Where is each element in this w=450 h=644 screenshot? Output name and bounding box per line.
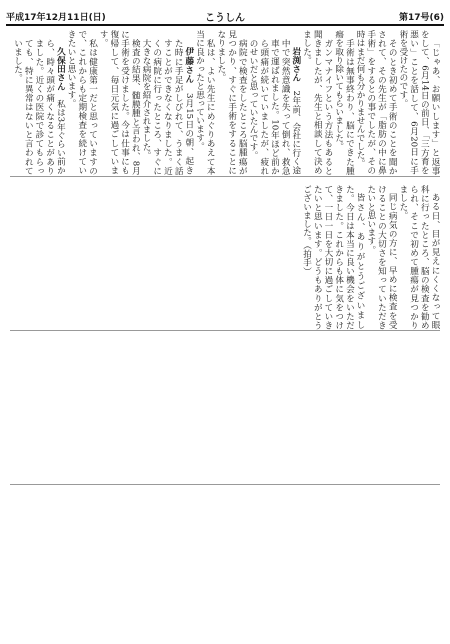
paragraph-text: 皆さん、ありがとうございました。今日は本当に良い機会をいただきました。これからも体に気をつけて、一日一日を大切に過ごしていきたいと思います。どうもありがとうございました。（拍手） [301,184,366,329]
article-paragraph [98,30,141,175]
newsletter-title: こうしん [205,12,245,24]
article-paragraph [140,39,194,175]
article-paragraph [333,30,354,175]
article-paragraph [397,185,440,330]
article-paragraph [215,30,247,175]
article-paragraph [194,30,215,175]
paragraph-text: そのとき初めて手術のことを聞かされて、その先生が「脂肪の中に鼻手術」をするとの事でしたが、その時はまだ何も分かりませんでした。 [355,30,398,175]
article-body [10,30,440,638]
page-header [6,8,444,26]
issue-date: 平成17年12月11日(日) [6,12,106,23]
paragraph-text: 検査の結果、髄膜腫と言われ、8月に手術を受けました。今は仕事にも復帰して、毎日元気に過ごしています。 [98,30,141,175]
paragraph-text: 手術は無事終わり、脳にできた腫瘍を取り除いてもらいました。 [333,30,355,175]
speaker-name: 久保田さん [55,47,66,91]
issue-number: 第17号(6) [398,12,444,23]
article-paragraph [247,39,301,175]
article-paragraph [65,30,97,175]
article-paragraph [354,30,397,175]
paragraph-text: 私は、よい先生にめぐりあえて本当に良かったと思っています。 [194,30,216,175]
article-paragraph [301,185,365,330]
paragraph-text: 2年前、会社に行く途中で突然意識を失って倒れ、救急車で運ばれました。10年ほど前から頭痛が続いていましたが、疲れのせいだと思っていたんです。 [248,38,301,175]
paragraph-text: 3月15日の朝、起きた時に手足がしびれて、うまく話すことができなくなりました。近くの病院に行ったところ、すぐに大きな病院を紹介されました。 [141,38,194,175]
speaker-name: 岩渕さん [290,47,301,82]
article-paragraph [301,30,333,175]
article-paragraph [397,30,440,175]
speaker-name: 伊藤さん [183,47,194,84]
paragraph-text: 私は健康第一だと思っていますので、これからも定期検査を続けていきたいと思います。 [66,30,98,175]
paragraph-text: ガンマナイフという方法もあると聞きましたが、先生と相談して決めました。 [301,30,333,175]
paragraph-text: ある日、目が見えにくくなって眼科に行ったところ、脳の検査を勧められ、そこで初めて腫瘍が見つかりました。 [397,184,440,329]
paragraph-text: 「じゃあ、お願いします」と返事をして、6月14日の前日、「三方育を悪い」ことを話して、6月20日に手術を受けたのです。 [397,30,440,175]
article-paragraph [12,39,66,175]
paragraph-text: 同じ病気の方に、早めに検査を受けることの大切さを知っていただきたいと思います。 [365,184,398,329]
paragraph-text: 私は3年ぐらい前から、時々頭が痛くなることがありました。近くの医院で診てもらっても、特に異常はないと言われていました。 [12,38,66,175]
article-paragraph [365,185,397,330]
paragraph-text: 病院で検査をしたところ脳腫瘍が見つかり、すぐに手術をすることになりました。 [215,30,248,175]
